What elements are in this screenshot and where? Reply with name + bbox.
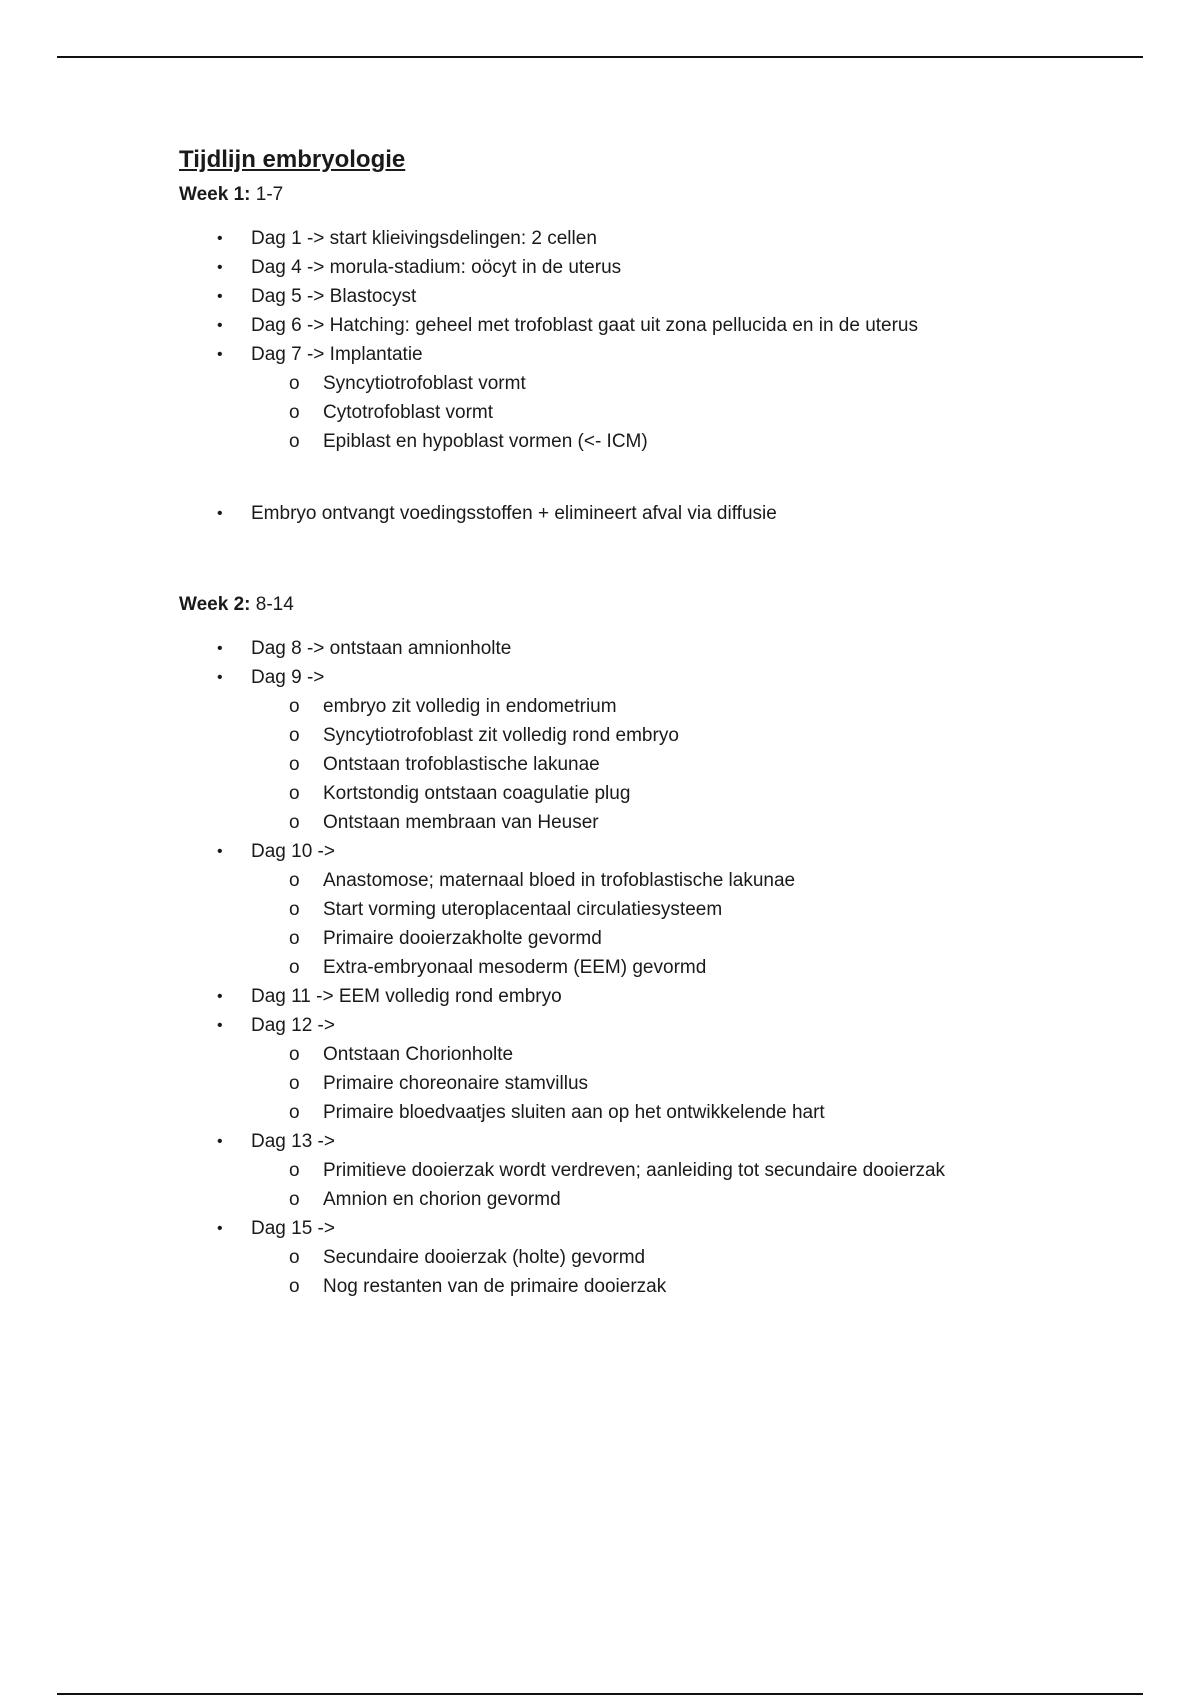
list-item-text: Dag 6 -> Hatching: geheel met trofoblast gaat uit zona pellucida en in de uterus: [251, 315, 919, 336]
bullet-icon: •: [217, 988, 223, 1005]
sub-list-item-text: Amnion en chorion gevormd: [323, 1189, 561, 1210]
sub-list-item: [179, 1156, 1079, 1185]
sub-list-item: [179, 953, 1079, 982]
sub-bullet-icon: o: [289, 696, 300, 717]
sub-list-item-text: Primaire choreonaire stamvillus: [323, 1073, 589, 1094]
sub-bullet-icon: o: [289, 812, 300, 833]
sub-bullet-icon: o: [289, 1276, 300, 1297]
list-item-text: Embryo ontvangt voedingsstoffen + elimineert afval via diffusie: [251, 503, 777, 524]
sub-list-item: [179, 1040, 1079, 1069]
sub-list-item-text: Nog restanten van de primaire dooierzak: [323, 1276, 667, 1297]
sub-bullet-icon: o: [289, 402, 300, 423]
bullet-icon: •: [217, 346, 223, 363]
week-2-section: [179, 592, 1079, 1301]
list-item: [179, 253, 1079, 282]
list-item: [179, 311, 1079, 340]
sub-bullet-icon: o: [289, 725, 300, 746]
sub-bullet-icon: o: [289, 431, 300, 452]
sub-list-item-text: Ontstaan trofoblastische lakunae: [323, 754, 600, 775]
sub-bullet-icon: o: [289, 1189, 300, 1210]
bullet-icon: •: [217, 259, 223, 276]
list-item-text: Dag 4 -> morula-stadium: oöcyt in de uterus: [251, 257, 622, 278]
bullet-icon: •: [217, 843, 223, 860]
sub-list-item: [179, 1185, 1079, 1214]
week-range: 1-7: [250, 184, 284, 205]
bullet-icon: •: [217, 1220, 223, 1237]
sub-list-item-text: Primaire dooierzakholte gevormd: [323, 928, 602, 949]
sub-list-item-text: Epiblast en hypoblast vormen (<- ICM): [323, 431, 648, 452]
list-item: [179, 837, 1079, 866]
sub-bullet-icon: o: [289, 957, 300, 978]
list-item: [179, 663, 1079, 692]
sub-bullet-icon: o: [289, 1247, 300, 1268]
list-item: [179, 982, 1079, 1011]
bullet-icon: •: [217, 1133, 223, 1150]
sub-list-item-text: Ontstaan Chorionholte: [323, 1044, 514, 1065]
week-2-list: [179, 634, 1079, 1301]
week-label: Week 2:: [179, 594, 251, 615]
sub-bullet-icon: o: [289, 754, 300, 775]
list-item: [179, 224, 1079, 253]
sub-list-item: [179, 1069, 1079, 1098]
list-item: [179, 1214, 1079, 1243]
sub-list-item: [179, 721, 1079, 750]
sub-list-item: [179, 1098, 1079, 1127]
sub-list-item: [179, 398, 1079, 427]
sub-list-item-text: Syncytiotrofoblast vormt: [323, 373, 526, 394]
bullet-icon: •: [217, 230, 223, 247]
sub-bullet-icon: o: [289, 928, 300, 949]
sub-list-item-text: Primaire bloedvaatjes sluiten aan op het ontwikkelende hart: [323, 1102, 825, 1123]
week-label: Week 1:: [179, 184, 251, 205]
list-item-text: Dag 13 ->: [251, 1131, 335, 1152]
list-item-text: Dag 12 ->: [251, 1015, 335, 1036]
list-item-text: Dag 7 -> Implantatie: [251, 344, 423, 365]
sub-list-item-text: Extra-embryonaal mesoderm (EEM) gevormd: [323, 957, 707, 978]
sub-list-item-text: Syncytiotrofoblast zit volledig rond embryo: [323, 725, 679, 746]
sub-list-item-text: Primitieve dooierzak wordt verdreven; aanleiding tot secundaire dooierzak: [323, 1160, 946, 1181]
bullet-icon: •: [217, 317, 223, 334]
sub-list-item: [179, 750, 1079, 779]
bullet-icon: •: [217, 640, 223, 657]
sub-bullet-icon: o: [289, 373, 300, 394]
list-item-text: Dag 8 -> ontstaan amnionholte: [251, 638, 512, 659]
sub-list-item-text: embryo zit volledig in endometrium: [323, 696, 617, 717]
list-item-text: Dag 5 -> Blastocyst: [251, 286, 417, 307]
bullet-icon: •: [217, 288, 223, 305]
sub-list-item: [179, 924, 1079, 953]
sub-list-item: [179, 369, 1079, 398]
list-item-text: Dag 1 -> start klieivingsdelingen: 2 cellen: [251, 228, 597, 249]
sub-list-item: [179, 779, 1079, 808]
bullet-icon: •: [217, 1017, 223, 1034]
sub-list-item-text: Cytotrofoblast vormt: [323, 402, 493, 423]
sub-bullet-icon: o: [289, 1160, 300, 1181]
list-item-text: Dag 15 ->: [251, 1218, 335, 1239]
week-range: 8-14: [250, 594, 294, 615]
sub-list-item: [179, 692, 1079, 721]
week-heading: [179, 182, 1079, 208]
document-body: [179, 140, 1079, 1301]
sub-bullet-icon: o: [289, 1102, 300, 1123]
sub-list-item-text: Start vorming uteroplacentaal circulatiesysteem: [323, 899, 723, 920]
list-item: [179, 499, 1079, 528]
list-item-text: Dag 11 -> EEM volledig rond embryo: [251, 986, 562, 1007]
sub-list-item: [179, 808, 1079, 837]
sub-list-item-text: Anastomose; maternaal bloed in trofoblastische lakunae: [323, 870, 796, 891]
sub-list-item-text: Secundaire dooierzak (holte) gevormd: [323, 1247, 646, 1268]
sub-bullet-icon: o: [289, 783, 300, 804]
list-item: [179, 634, 1079, 663]
week-1-section: [179, 182, 1079, 528]
list-item-text: Dag 10 ->: [251, 841, 335, 862]
sub-list-item-text: Kortstondig ontstaan coagulatie plug: [323, 783, 631, 804]
sub-list-item: [179, 427, 1079, 456]
week-1-list: [179, 224, 1079, 528]
sub-list-item: [179, 1243, 1079, 1272]
week-heading: [179, 592, 1079, 618]
list-item: [179, 340, 1079, 369]
footer-rule: [57, 1693, 1143, 1695]
header-rule: [57, 56, 1143, 58]
sub-list-item: [179, 1272, 1079, 1301]
sub-bullet-icon: o: [289, 1044, 300, 1065]
bullet-icon: •: [217, 669, 223, 686]
sub-bullet-icon: o: [289, 870, 300, 891]
list-item: [179, 282, 1079, 311]
document-title: Tijdlijn embryologie: [179, 146, 406, 173]
bullet-icon: •: [217, 505, 223, 522]
list-item-text: Dag 9 ->: [251, 667, 325, 688]
list-item: [179, 1127, 1079, 1156]
sub-bullet-icon: o: [289, 899, 300, 920]
sub-bullet-icon: o: [289, 1073, 300, 1094]
sub-list-item: [179, 866, 1079, 895]
sub-list-item-text: Ontstaan membraan van Heuser: [323, 812, 599, 833]
sub-list-item: [179, 895, 1079, 924]
list-item: [179, 1011, 1079, 1040]
